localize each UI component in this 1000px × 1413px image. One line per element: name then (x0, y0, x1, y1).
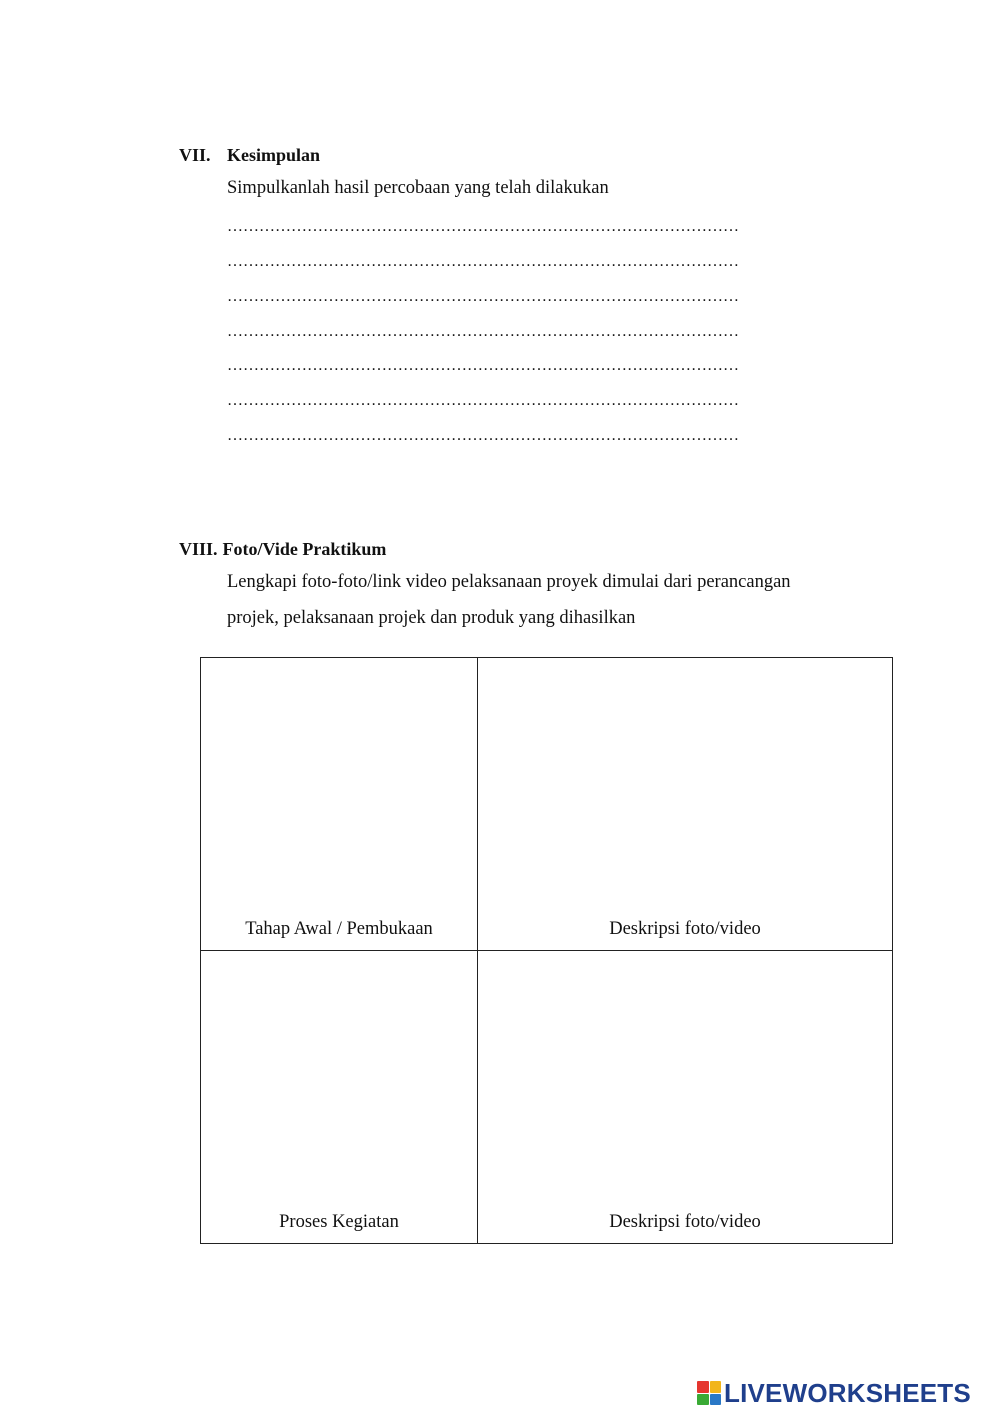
description-caption: Deskripsi foto/video (609, 919, 761, 939)
logo-text: LIVEWORKSHEETS (724, 1378, 971, 1408)
answer-line[interactable]: …………………………………………………………………………………… (227, 218, 739, 235)
photo-cell[interactable] (201, 658, 478, 951)
description-cell[interactable] (478, 658, 893, 951)
logo-tile (710, 1381, 722, 1393)
table-row (201, 658, 893, 951)
photo-caption: Proses Kegiatan (279, 1212, 399, 1232)
section-8-instruction-line-1: Lengkapi foto-foto/link video pelaksanaan proyek dimulai dari perancangan (227, 572, 791, 592)
table-row (201, 951, 893, 1244)
description-caption: Deskripsi foto/video (609, 1212, 761, 1232)
answer-line[interactable]: …………………………………………………………………………………… (227, 357, 739, 374)
section-7-heading (179, 145, 320, 166)
section-8-heading (179, 539, 386, 560)
logo-tile (710, 1394, 722, 1406)
answer-line[interactable]: …………………………………………………………………………………… (227, 288, 739, 305)
section-number: VIII. (179, 539, 218, 559)
photo-table (200, 657, 893, 1244)
liveworksheets-logo (697, 1378, 971, 1408)
section-8-instruction-line-2: projek, pelaksanaan projek dan produk yang dihasilkan (227, 608, 636, 628)
logo-mark-icon (697, 1381, 721, 1405)
answer-line[interactable]: …………………………………………………………………………………… (227, 427, 739, 444)
answer-line[interactable]: …………………………………………………………………………………… (227, 253, 739, 270)
answer-line[interactable]: …………………………………………………………………………………… (227, 392, 739, 409)
section-number: VII. (179, 145, 211, 165)
section-title: Kesimpulan (227, 145, 321, 165)
photo-cell[interactable] (201, 951, 478, 1244)
logo-tile (697, 1394, 709, 1406)
answer-line[interactable]: …………………………………………………………………………………… (227, 323, 739, 340)
photo-caption: Tahap Awal / Pembukaan (245, 919, 433, 939)
description-cell[interactable] (478, 951, 893, 1244)
section-title: Foto/Vide Praktikum (222, 539, 387, 559)
section-7-instruction: Simpulkanlah hasil percobaan yang telah dilakukan (227, 178, 609, 198)
logo-tile (697, 1381, 709, 1393)
